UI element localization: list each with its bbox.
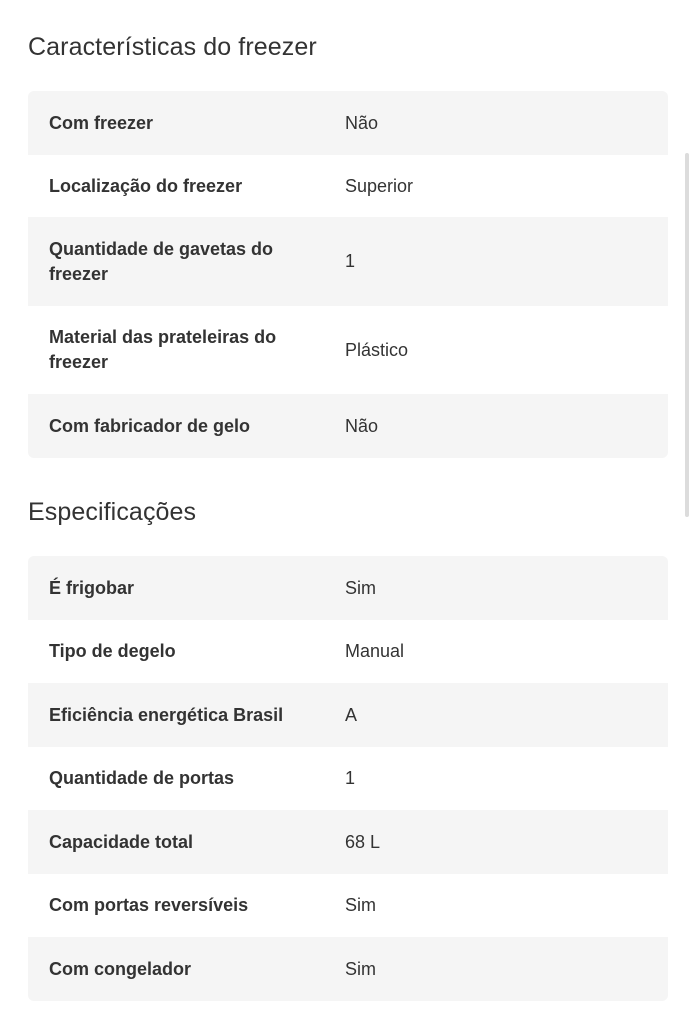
row-value: Plástico [345, 339, 409, 360]
table-row [28, 937, 668, 1001]
row-value: Sim [345, 895, 376, 915]
row-label: É frigobar [49, 577, 135, 598]
row-value: Não [345, 415, 379, 436]
table-row [28, 217, 668, 306]
row-value: 1 [345, 768, 356, 788]
row-label: Capacidade total [49, 831, 194, 852]
table-row [28, 683, 668, 747]
table-row [28, 556, 668, 620]
row-value: Superior [345, 175, 414, 196]
table-row [28, 394, 668, 458]
row-label: Com portas reversíveis [49, 895, 249, 915]
table-row [28, 155, 668, 217]
row-label: Com fabricador de gelo [49, 415, 251, 436]
row-value: Sim [345, 958, 376, 979]
row-value: 68 L [345, 831, 381, 852]
row-label: Quantidade de gavetas do freezer [49, 238, 274, 284]
table-row [28, 620, 668, 683]
section-title: Especificações [28, 498, 197, 526]
table-row [28, 306, 668, 394]
row-value: Sim [345, 577, 376, 598]
section-title: Características do freezer [28, 33, 317, 61]
table-row [28, 91, 668, 155]
freezer-spec-table [28, 91, 668, 458]
row-value: 1 [345, 251, 356, 271]
vertical-scrollbar[interactable] [685, 153, 689, 517]
row-label: Com congelador [49, 958, 192, 979]
row-value: A [345, 704, 358, 725]
row-label: Com freezer [49, 112, 154, 133]
row-value: Manual [345, 641, 405, 661]
table-row [28, 874, 668, 937]
row-label: Localização do freezer [49, 175, 243, 196]
specifications-table [28, 556, 668, 1001]
row-value: Não [345, 112, 379, 133]
table-row [28, 747, 668, 810]
row-label: Tipo de degelo [49, 641, 176, 661]
row-label: Eficiência energética Brasil [49, 704, 284, 725]
row-label: Quantidade de portas [49, 768, 235, 788]
row-label: Material das prateleiras do freezer [49, 327, 277, 372]
table-row [28, 810, 668, 874]
